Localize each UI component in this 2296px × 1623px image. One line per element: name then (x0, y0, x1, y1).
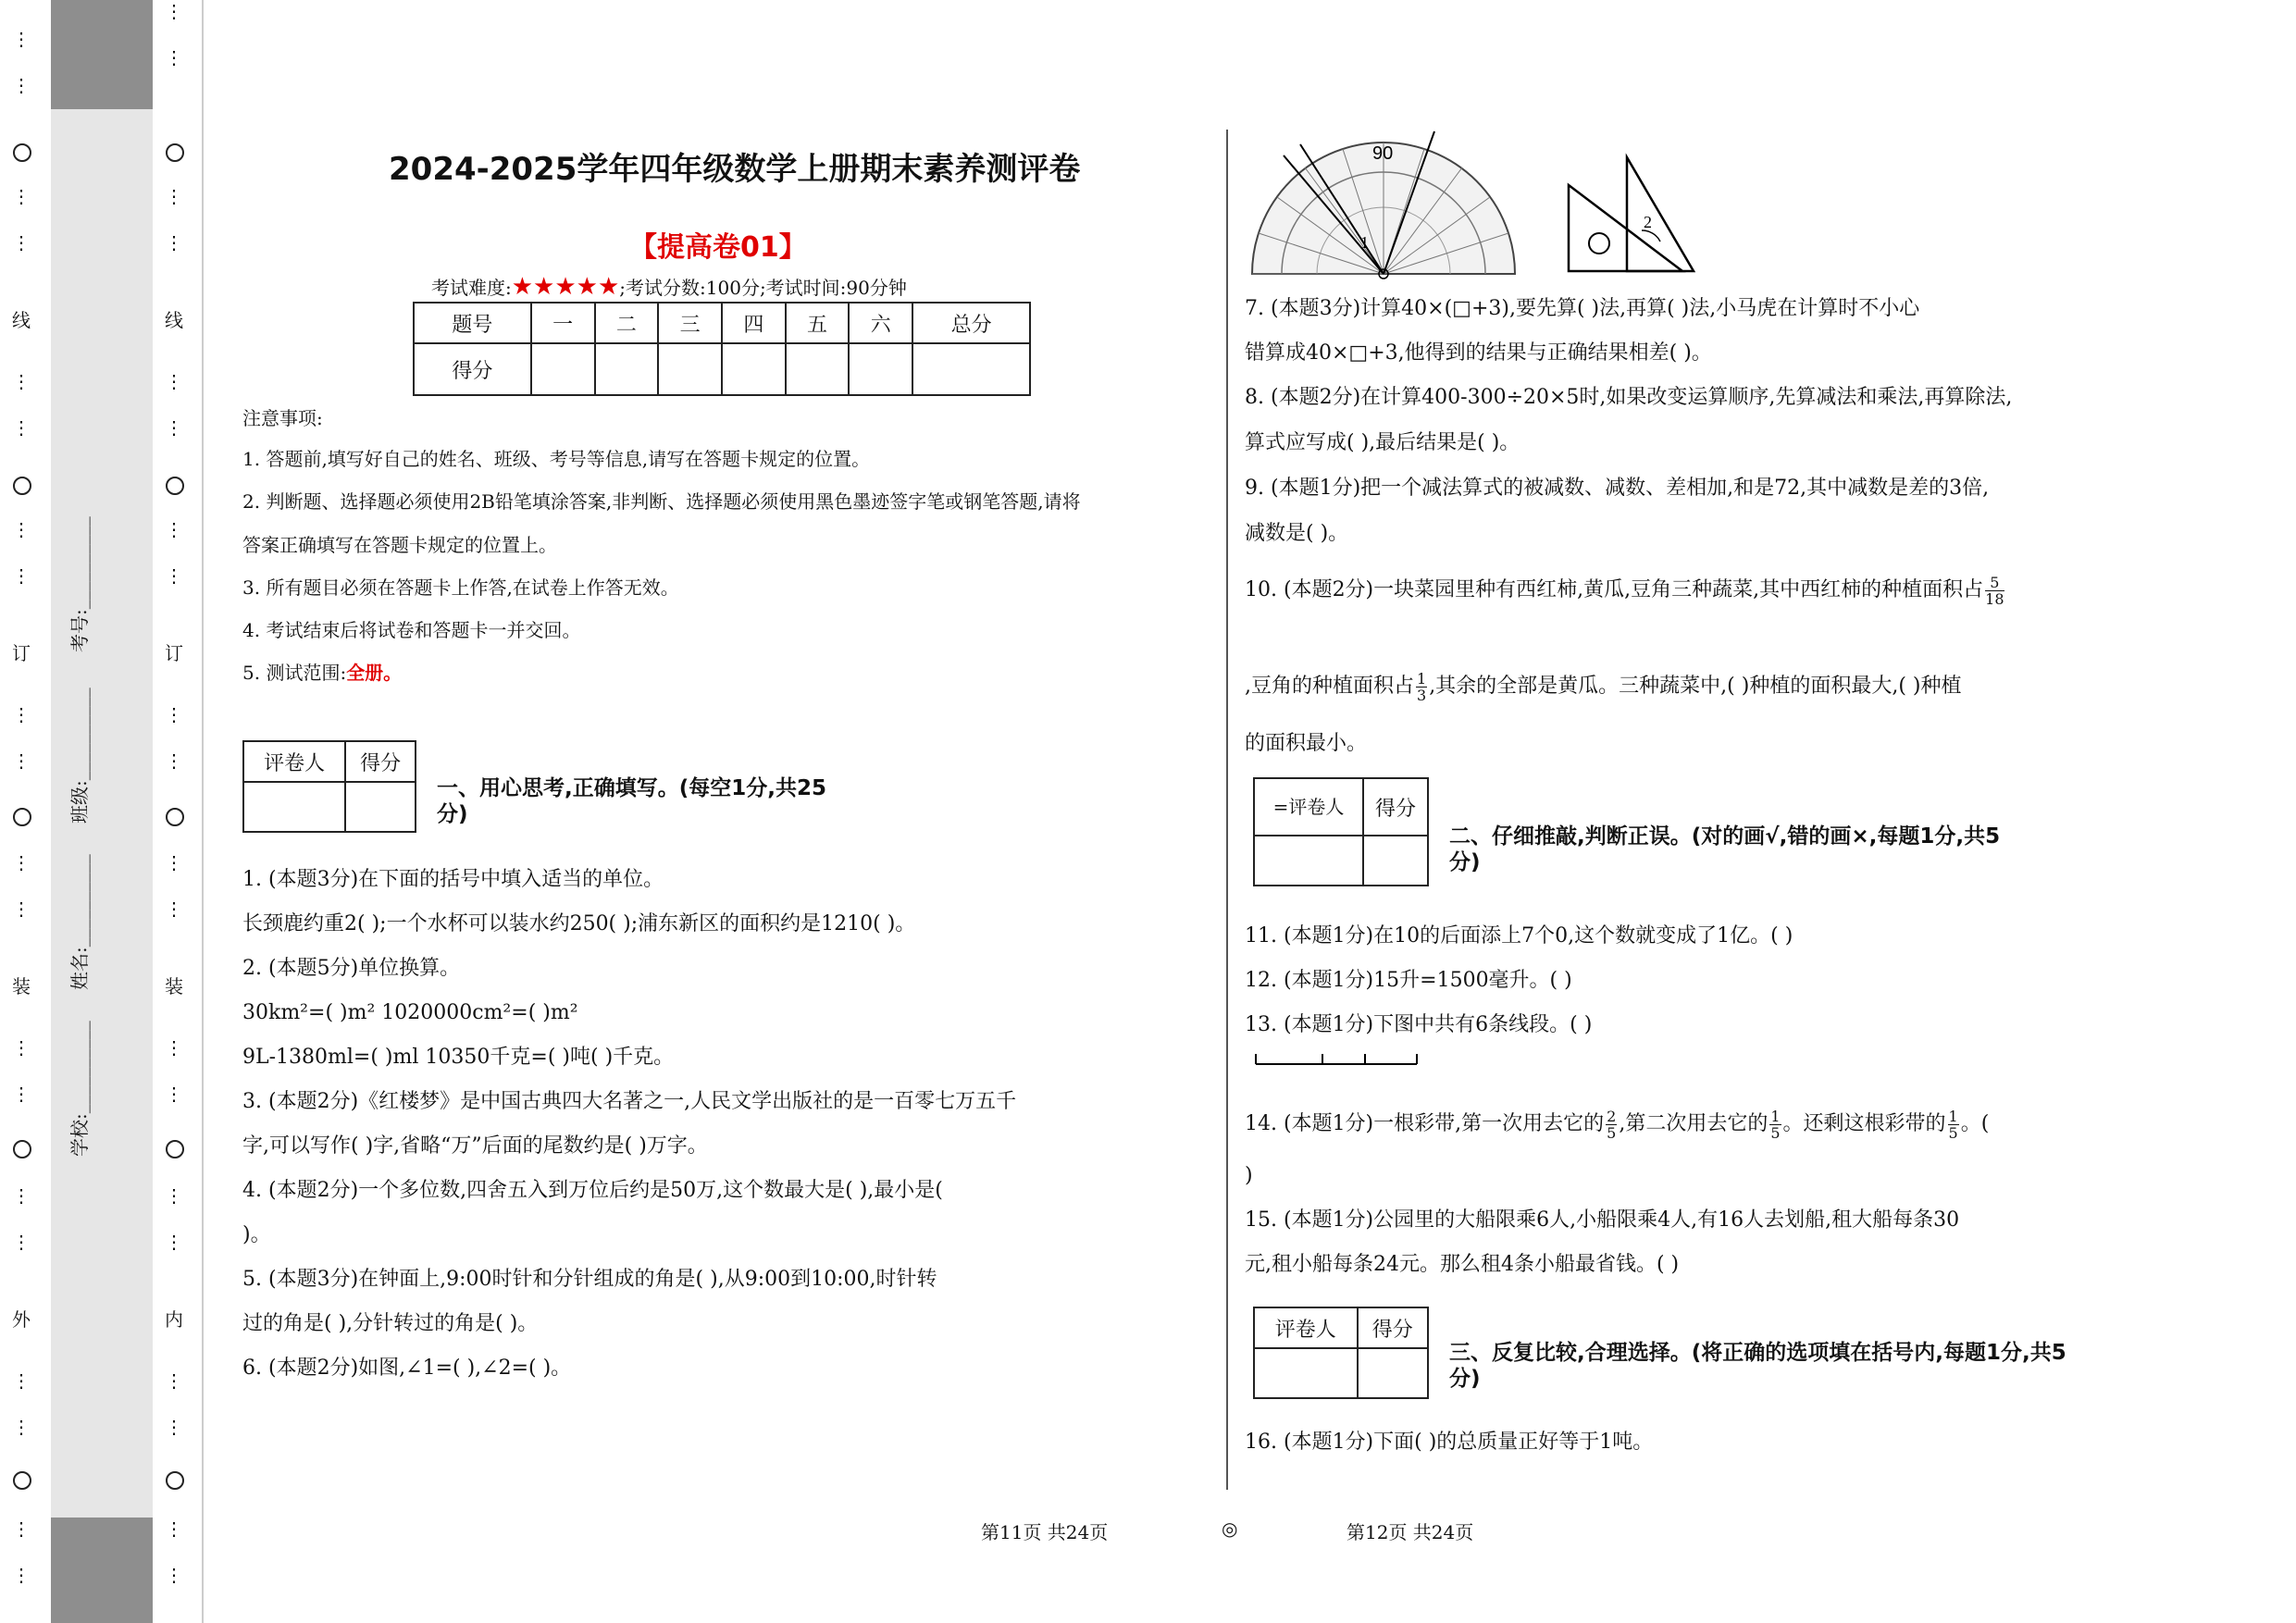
name-field: 姓名:__________ (68, 854, 91, 990)
margin-rule (202, 0, 204, 1623)
note-item: 2. 判断题、选择题必须使用2B铅笔填涂答案,非判断、选择题必须使用黑色墨迹签字笔或钢笔答题,请将 (242, 490, 1081, 513)
score-header-cell: 总分 (912, 303, 1030, 343)
page-center-mark: ◎ (1222, 1518, 1238, 1540)
question-16: 16. (本题1分)下面( )的总质量正好等于1吨。 (1245, 1431, 1654, 1454)
protractor-90-label: 90 (1372, 143, 1394, 164)
score-cell[interactable] (912, 343, 1030, 395)
section-1-title-line1: 一、用心思考,正确填写。(每空1分,共25 (437, 776, 826, 800)
binding-char: 装 (165, 975, 183, 997)
question-15: 15. (本题1分)公园里的大船限乘6人,小船限乘4人,有16人去划船,租大船每条30 (1245, 1208, 1960, 1232)
question-6: 6. (本题2分)如图,∠1=( ),∠2=( )。 (242, 1357, 572, 1380)
question-5: 5. (本题3分)在钟面上,9:00时针和分针组成的角是( ),从9:00到10:00,时针转 (242, 1268, 937, 1291)
question-13: 13. (本题1分)下图中共有6条线段。( ) (1245, 1013, 1593, 1036)
outer-cut-line: ⋮ ⋮ ⋮ ⋮ 线 ⋮ ⋮ ⋮ ⋮ 订 ⋮ ⋮ ⋮ ⋮ 装 ⋮ ⋮ ⋮ ⋮ 外 ⋮ ⋮ ⋮ ⋮ (7, 0, 35, 1623)
score-table (413, 302, 1031, 396)
grader-box: 评卷人 得分 (1253, 1307, 1429, 1399)
binding-hole (13, 808, 31, 826)
score-cell[interactable] (1363, 836, 1428, 886)
score-header-cell: 题号 (414, 303, 531, 343)
score-header-cell: 三 (658, 303, 722, 343)
question-2-line2: 9L-1380ml=( )ml 10350千克=( )吨( )千克。 (242, 1046, 675, 1069)
score-header-cell: 二 (595, 303, 659, 343)
note-item: 答案正确填写在答题卡规定的位置上。 (242, 534, 557, 556)
grader-box: 评卷人 得分 (242, 740, 416, 833)
grader-box: =评卷人 得分 (1253, 777, 1429, 886)
question-7-body: 错算成40×□+3,他得到的结果与正确结果相差( )。 (1245, 341, 1712, 365)
binding-hole (166, 1140, 184, 1158)
question-10: 10. (本题2分)一块菜园里种有西红柿,黄瓜,豆角三种蔬菜,其中西红柿的种植面积占 $\frac{5}{18}$ (1245, 573, 2004, 608)
section-3-title-line1: 三、反复比较,合理选择。(将正确的选项填在括号内,每题1分,共5 (1449, 1341, 2066, 1365)
page-number-left: 第11页 共24页 (981, 1521, 1109, 1543)
question-2: 2. (本题5分)单位换算。 (242, 957, 461, 980)
fraction: $\frac{1}{5}$ (1948, 1107, 1958, 1142)
score-header-cell: 五 (786, 303, 850, 343)
binding-hole (13, 1140, 31, 1158)
notes-heading: 注意事项: (242, 407, 323, 429)
question-12: 12. (本题1分)15升=1500毫升。( ) (1245, 969, 1572, 992)
angle-1-label: 1 (1360, 233, 1369, 252)
exam-subtitle: 【提高卷01】 (629, 231, 807, 264)
inner-cut-line: ⋮ ⋮ ⋮ ⋮ 线 ⋮ ⋮ ⋮ ⋮ 订 ⋮ ⋮ ⋮ ⋮ 装 ⋮ ⋮ ⋮ ⋮ 内 ⋮ ⋮ ⋮ ⋮ (160, 0, 188, 1623)
binding-hole (166, 808, 184, 826)
score-cell[interactable] (722, 343, 786, 395)
binding-hole (166, 143, 184, 162)
score-row-label: 得分 (414, 343, 531, 395)
binding-char: 订 (12, 642, 31, 664)
binding-char: 线 (12, 309, 31, 331)
section-2-title-line2: 分) (1449, 850, 1481, 874)
difficulty-stars: ★★★★★ (511, 273, 620, 301)
fraction: $\frac{1}{3}$ (1417, 669, 1427, 704)
score-cell[interactable] (345, 782, 416, 832)
page-number-right: 第12页 共24页 (1347, 1521, 1474, 1543)
question-14-end: ) (1245, 1164, 1253, 1187)
section-1-title-line2: 分) (437, 802, 468, 826)
angle-2-label: 2 (1644, 213, 1652, 231)
question-5-body: 过的角是( ),分针转过的角是( )。 (242, 1312, 539, 1335)
question-1: 1. (本题3分)在下面的括号中填入适当的单位。 (242, 868, 664, 891)
question-11: 11. (本题1分)在10的后面添上7个0,这个数就变成了1亿。( ) (1245, 924, 1793, 948)
note-scope: 5. 测试范围:全册。 (242, 662, 403, 684)
binding-hole (13, 477, 31, 495)
binding-char: 内 (165, 1308, 183, 1331)
binding-hole (166, 477, 184, 495)
school-field: 学校:__________ (68, 1021, 91, 1157)
question-9: 9. (本题1分)把一个减法算式的被减数、减数、差相加,和是72,其中减数是差的3倍, (1245, 477, 1990, 500)
line-segment-figure (1254, 1050, 1421, 1069)
score-header-cell: 六 (849, 303, 912, 343)
grader-cell[interactable] (243, 782, 345, 832)
question-1-body: 长颈鹿约重2( );一个水杯可以装水约250( );浦东新区的面积约是1210( )。 (242, 912, 916, 935)
exam-meta: 考试难度:★★★★★;考试分数:100分;考试时间:90分钟 (431, 273, 907, 301)
question-14: 14. (本题1分)一根彩带,第一次用去它的 $\frac{2}{5}$ ,第二次用去它的 $\frac{1}{5}$ 。还剩这根彩带的 $\frac{1}{5}$ 。( (1245, 1107, 1990, 1142)
score-cell[interactable] (849, 343, 912, 395)
protractor-figure (1245, 128, 1522, 280)
score-cell[interactable] (595, 343, 659, 395)
binding-char: 装 (12, 975, 31, 997)
question-10-end: 的面积最小。 (1245, 732, 1368, 755)
binding-char: 订 (165, 642, 183, 664)
binding-strip-top (51, 0, 153, 109)
question-8: 8. (本题2分)在计算400-300÷20×5时,如果改变运算顺序,先算减法和乘法,再算除法, (1245, 386, 2013, 409)
class-field: 班级:__________ (68, 688, 91, 824)
binding-strip-bottom (51, 1518, 153, 1623)
question-9-body: 减数是( )。 (1245, 522, 1349, 545)
set-square-figure (1564, 153, 1703, 278)
question-15-body: 元,租小船每条24元。那么租4条小船最省钱。( ) (1245, 1253, 1680, 1276)
note-item: 3. 所有题目必须在答题卡上作答,在试卷上作答无效。 (242, 576, 679, 599)
fraction: $\frac{1}{5}$ (1770, 1107, 1781, 1142)
binding-hole (166, 1471, 184, 1490)
note-item: 4. 考试结束后将试卷和答题卡一并交回。 (242, 619, 581, 641)
question-4: 4. (本题2分)一个多位数,四舍五入到万位后约是50万,这个数最大是( ),最小是( (242, 1179, 943, 1202)
question-7: 7. (本题3分)计算40×(□+3),要先算( )法,再算( )法,小马虎在计算时不小心 (1245, 297, 1920, 320)
binding-hole (13, 143, 31, 162)
question-3: 3. (本题2分)《红楼梦》是中国古典四大名著之一,人民文学出版社的是一百零七万五千 (242, 1090, 1017, 1113)
grader-cell[interactable] (1254, 836, 1363, 886)
question-3-body: 字,可以写作( )字,省略“万”后面的尾数约是( )万字。 (242, 1134, 708, 1158)
fraction: $\frac{5}{18}$ (1985, 573, 2004, 608)
score-cell[interactable] (786, 343, 850, 395)
score-cell[interactable] (658, 343, 722, 395)
page-divider (1226, 130, 1228, 1490)
score-header-cell: 一 (531, 303, 595, 343)
binding-hole (13, 1471, 31, 1490)
section-2-title-line1: 二、仔细推敲,判断正误。(对的画√,错的画×,每题1分,共5 (1449, 824, 2001, 849)
binding-char: 外 (12, 1308, 31, 1331)
exam-number-field: 考号:__________ (68, 516, 91, 652)
question-4-body: )。 (242, 1223, 271, 1246)
question-2-line1: 30km²=( )m² 1020000cm²=( )m² (242, 1001, 578, 1024)
score-header-cell: 四 (722, 303, 786, 343)
exam-title: 2024-2025学年四年级数学上册期末素养测评卷 (389, 151, 1081, 188)
question-10-body: ,豆角的种植面积占 $\frac{1}{3}$ ,其余的全部是黄瓜。三种蔬菜中,( )种植的面积最大,( )种植 (1245, 669, 1962, 704)
grader-cell[interactable] (1254, 1348, 1358, 1398)
binding-char: 线 (165, 309, 183, 331)
section-3-title-line2: 分) (1449, 1367, 1481, 1391)
score-cell[interactable] (1358, 1348, 1428, 1398)
note-item: 1. 答题前,填写好自己的姓名、班级、考号等信息,请写在答题卡规定的位置。 (242, 448, 871, 470)
question-8-body: 算式应写成( ),最后结果是( )。 (1245, 431, 1520, 454)
score-cell[interactable] (531, 343, 595, 395)
fraction: $\frac{2}{5}$ (1607, 1107, 1617, 1142)
